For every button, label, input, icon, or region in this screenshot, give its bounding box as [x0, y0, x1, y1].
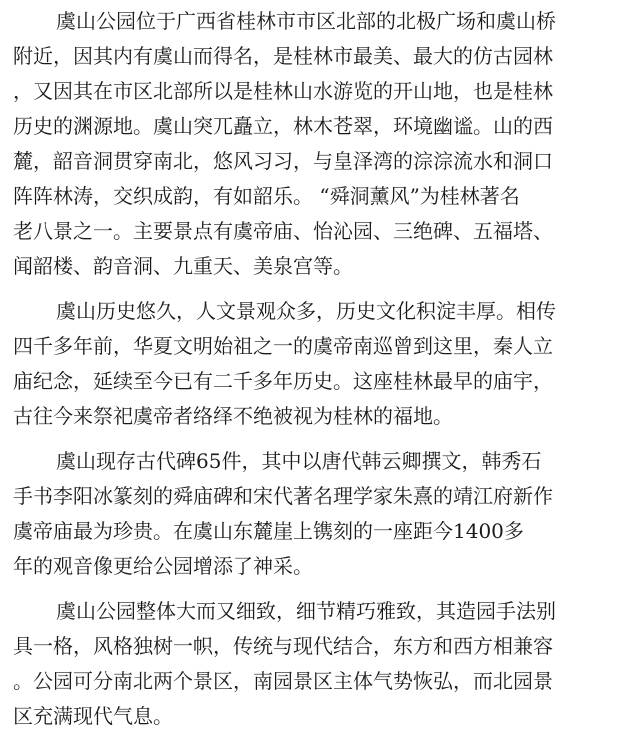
paragraph-gap	[13, 584, 633, 594]
document-body	[13, 4, 633, 734]
text-line: 虞山公园整体大而又细致，细节精巧雅致，其造园手法别	[56, 599, 556, 623]
text-line: 虞山现存古代碑65件，其中以唐代韩云卿撰文，韩秀石	[56, 449, 542, 473]
text-line: 手书李阳冰篆刻的舜庙碑和宋代著名理学家朱熹的靖江府新作	[13, 484, 553, 508]
text-line: 古往今来祭祀虞帝者络绎不绝被视为桂林的福地。	[13, 404, 453, 428]
text-line: 虞山历史悠久，人文景观众多，历史文化积淀丰厚。相传	[56, 299, 556, 323]
paragraph-gap	[13, 284, 633, 294]
text-line: 麓，韶音洞贯穿南北，悠风习习，与皇泽湾的淙淙流水和洞口	[13, 149, 553, 173]
text-line: 具一格，风格独树一帜，传统与现代结合，东方和西方相兼容	[13, 634, 553, 658]
text-line: 老八景之一。主要景点有虞帝庙、怡沁园、三绝碑、五福塔、	[13, 219, 553, 243]
text-line: 虞山公园位于广西省桂林市市区北部的北极广场和虞山桥	[56, 9, 556, 33]
text-line: 四千多年前，华夏文明始祖之一的虞帝南巡曾到这里，秦人立	[13, 334, 553, 358]
paragraph-4	[13, 594, 633, 734]
text-line: 年的观音像更给公园增添了神采。	[13, 554, 313, 578]
text-line: 闻韶楼、韵音洞、九重天、美泉宫等。	[13, 254, 353, 278]
text-line: 。公园可分南北两个景区，南园景区主体气势恢弘，而北园景	[13, 669, 553, 693]
text-line: 区充满现代气息。	[13, 704, 173, 728]
text-line: 附近，因其内有虞山而得名，是桂林市最美、最大的仿古园林	[13, 44, 553, 68]
text-line: 庙纪念，延续至今已有二千多年历史。这座桂林最早的庙宇，	[13, 369, 553, 393]
text-line: 虞帝庙最为珍贵。在虞山东麓崖上镌刻的一座距今1400多	[13, 519, 524, 543]
paragraph-2	[13, 294, 633, 434]
paragraph-1	[13, 4, 633, 284]
paragraph-3	[13, 444, 633, 584]
text-line: 历史的渊源地。虞山突兀矗立，林木苍翠，环境幽谧。山的西	[13, 114, 553, 138]
text-line: 阵阵林涛，交织成韵，有如韶乐。 “舜洞薰风”为桂林著名	[13, 184, 520, 208]
paragraph-gap	[13, 434, 633, 444]
text-line: ，又因其在市区北部所以是桂林山水游览的开山地，也是桂林	[13, 79, 553, 103]
